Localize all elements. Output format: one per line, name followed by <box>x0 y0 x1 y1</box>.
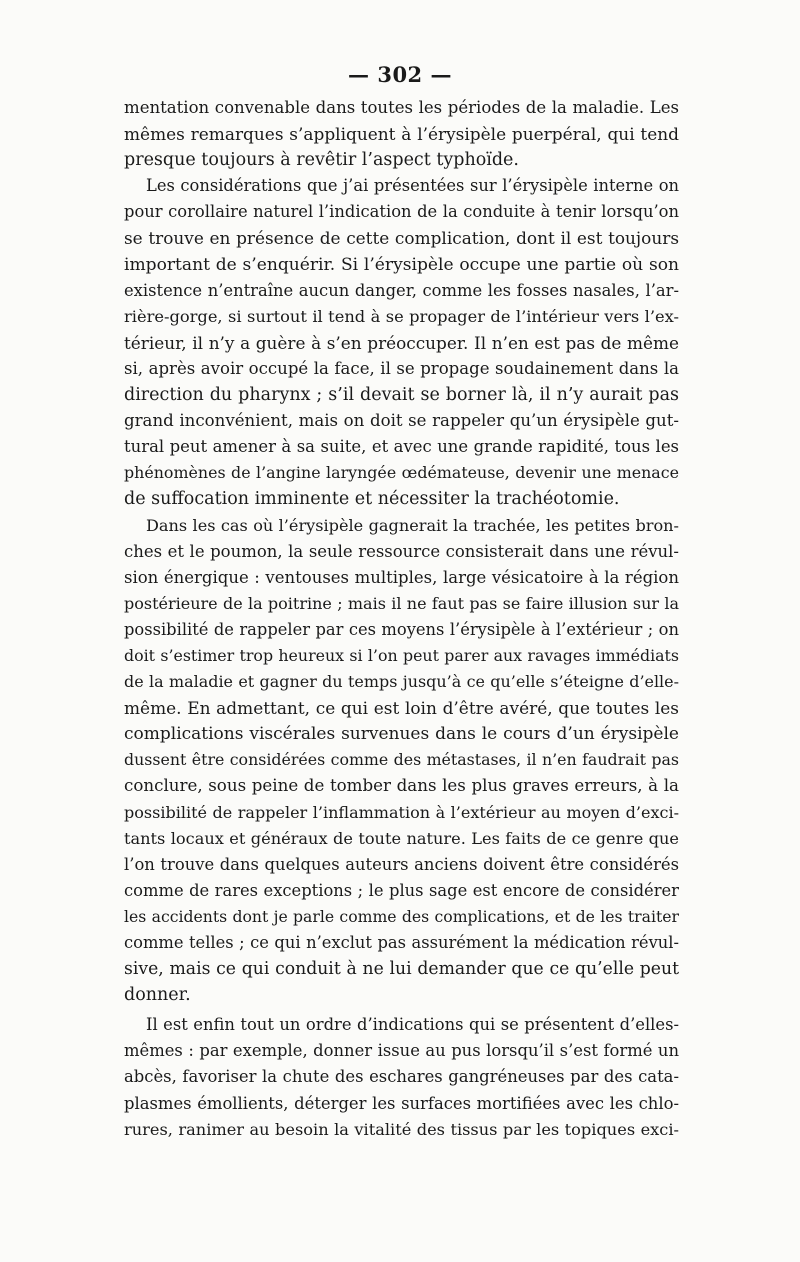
text-line: doit s’estimer trop heureux si l’on peut parer aux ravages immédiats <box>124 645 679 665</box>
text-line: mentation convenable dans toutes les périodes de la maladie. Les <box>124 98 679 117</box>
text-line: mêmes : par exemple, donner issue au pus lorsqu’il s’est formé un <box>124 1041 679 1061</box>
text-line: les accidents dont je parle comme des complications, et de les traiter <box>124 906 679 926</box>
text-line: conclure, sous peine de tomber dans les plus graves erreurs, à la <box>124 776 679 796</box>
text-line: possibilité de rappeler l’inflammation à l’extérieur au moyen d’exci- <box>124 802 679 822</box>
text-line: comme de rares exceptions ; le plus sage est encore de considérer <box>124 880 679 900</box>
text-line: de la maladie et gagner du temps jusqu’à ce qu’elle s’éteigne d’elle- <box>124 672 679 692</box>
text-line: tural peut amener à sa suite, et avec une grande rapidité, tous les <box>124 437 679 457</box>
text-line: l’on trouve dans quelques auteurs anciens doivent être considérés <box>124 854 679 874</box>
text-line: mêmes remarques s’appliquent à l’érysipèle puerpéral, qui tend <box>124 124 679 145</box>
text-line: Dans les cas où l’érysipèle gagnerait la trachée, les petites bron- <box>146 515 679 535</box>
text-line: ches et le poumon, la seule ressource consisterait dans une révul- <box>124 541 679 561</box>
text-line: tants locaux et généraux de toute nature. Les faits de ce genre que <box>124 828 679 848</box>
text-line: abcès, favoriser la chute des eschares gangréneuses par des cata- <box>124 1067 679 1087</box>
text-line: complications viscérales survenues dans le cours d’un érysipèle <box>124 724 679 745</box>
text-line: sive, mais ce qui conduit à ne lui demander que ce qu’elle peut <box>124 959 679 980</box>
text-line: plasmes émollients, déterger les surfaces mortifiées avec les chlo- <box>124 1093 679 1113</box>
text-line: rière-gorge, si surtout il tend à se propager de l’intérieur vers l’ex- <box>124 306 679 326</box>
text-line: se trouve en présence de cette complication, dont il est toujours <box>124 228 679 249</box>
text-line: donner. <box>124 985 191 1006</box>
text-line: grand inconvénient, mais on doit se rappeler qu’un érysipèle gut- <box>124 411 679 431</box>
text-line: même. En admettant, ce qui est loin d’être avéré, que toutes les <box>124 698 679 719</box>
text-line: important de s’enquérir. Si l’érysipèle occupe une partie où son <box>124 254 679 275</box>
text-line: comme telles ; ce qui n’exclut pas assurément la médication révul- <box>124 933 679 952</box>
text-line: térieur, il n’y a guère à s’en préoccuper. Il n’en est pas de même <box>124 332 679 353</box>
text-line: Il est enfin tout un ordre d’indications qui se présentent d’elles- <box>146 1015 679 1035</box>
text-line: dussent être considérées comme des métastases, il n’en faudrait pas <box>124 750 679 770</box>
text-line: si, après avoir occupé la face, il se propage soudainement dans la <box>124 358 679 378</box>
text-line: sion énergique : ventouses multiples, large vésicatoire à la région <box>124 567 679 587</box>
text-line: Les considérations que j’ai présentées sur l’érysipèle interne on <box>146 176 679 196</box>
text-line: postérieure de la poitrine ; mais il ne faut pas se faire illusion sur la <box>124 593 679 613</box>
text-line: de suffocation imminente et nécessiter la trachéotomie. <box>124 489 620 510</box>
page-number: — 302 — <box>348 62 452 87</box>
body-text <box>124 95 679 1143</box>
text-line: possibilité de rappeler par ces moyens l’érysipèle à l’extérieur ; on <box>124 619 679 639</box>
text-line: existence n’entraîne aucun danger, comme les fosses nasales, l’ar- <box>124 280 679 300</box>
text-line: phénomènes de l’angine laryngée œdémateuse, devenir une menace <box>124 463 679 483</box>
text-line: rures, ranimer au besoin la vitalité des tissus par les topiques exci- <box>124 1119 679 1139</box>
text-line: presque toujours à revêtir l’aspect typhoïde. <box>124 150 519 171</box>
text-line: direction du pharynx ; s’il devait se borner là, il n’y aurait pas <box>124 385 679 406</box>
text-line: pour corollaire naturel l’indication de la conduite à tenir lorsqu’on <box>124 202 679 222</box>
